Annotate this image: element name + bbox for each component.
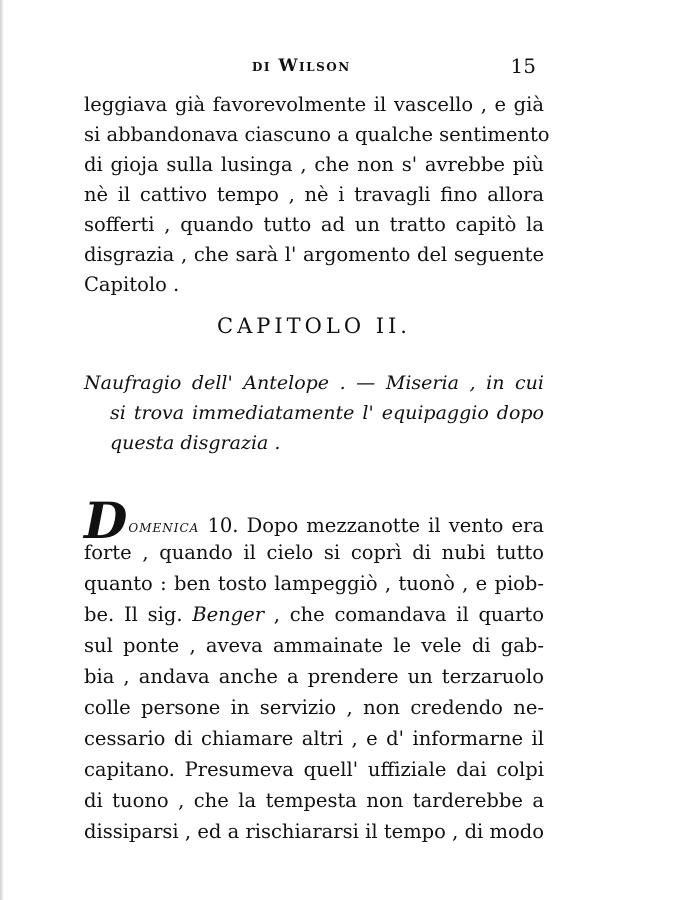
text-line: sofferti , quando tutto ad un tratto capitò la xyxy=(84,213,544,236)
text-line-name xyxy=(84,599,544,630)
first-line-rest: 10. Dopo mezzanotte il vento era xyxy=(207,514,545,537)
text-line: forte , quando il cielo si coprì di nubi tutto xyxy=(84,541,544,564)
top-paragraph xyxy=(84,90,550,300)
text-line: leggiava già favorevolmente il vascello , e già xyxy=(84,93,544,116)
first-word-rest: omenica xyxy=(128,517,200,537)
person-name: Benger xyxy=(192,603,265,626)
text-line: di tuono , che la tempesta non tarderebbe a xyxy=(84,789,544,812)
page-edge-shadow xyxy=(0,0,4,900)
drop-cap: D xyxy=(84,491,128,550)
text-line: colle persone in servizio , non credendo ne- xyxy=(84,696,544,719)
text-line: disgrazia , che sarà l' argomento del seguente xyxy=(84,243,544,266)
text-line: Capitolo . xyxy=(84,273,180,296)
body-paragraph xyxy=(84,491,545,847)
text-line: bia , andava anche a prendere un terzaruolo xyxy=(84,665,544,688)
text-line: di gioja sulla lusinga , che non s' avrebbe più xyxy=(84,153,544,176)
summary-line: Naufragio dell' Antelope . — Miseria , in cui xyxy=(84,372,544,394)
text-line: cessario di chiamare altri , e d' informarne il xyxy=(84,727,544,750)
text-line: dissiparsi , ed a rischiararsi il tempo , di modo xyxy=(84,820,544,843)
running-head: di Wilson xyxy=(252,56,351,76)
summary-line: questa disgrazia . xyxy=(110,432,281,454)
text-line: quanto : ben tosto lampeggiò , tuonò , e piob- xyxy=(84,572,544,595)
chapter-title: CAPITOLO II. xyxy=(217,314,411,338)
text-line: si abbandonava ciascuno a qualche sentimento xyxy=(84,123,550,146)
page-number: 15 xyxy=(510,54,536,78)
chapter-summary xyxy=(84,368,544,458)
page-header xyxy=(84,54,544,84)
text-line: sul ponte , aveva ammainate le vele di gab- xyxy=(84,634,544,657)
summary-line: si trova immediatamente l' equipaggio dopo xyxy=(110,402,544,424)
line4-end: , che comandava il quarto xyxy=(273,603,545,626)
text-line: capitano. Presumeva quell' uffiziale dai colpi xyxy=(84,758,544,781)
text-line-first xyxy=(84,491,545,550)
text-line: nè il cattivo tempo , nè i travagli fino allora xyxy=(84,183,544,206)
line4-start: be. Il sig. xyxy=(84,603,183,626)
